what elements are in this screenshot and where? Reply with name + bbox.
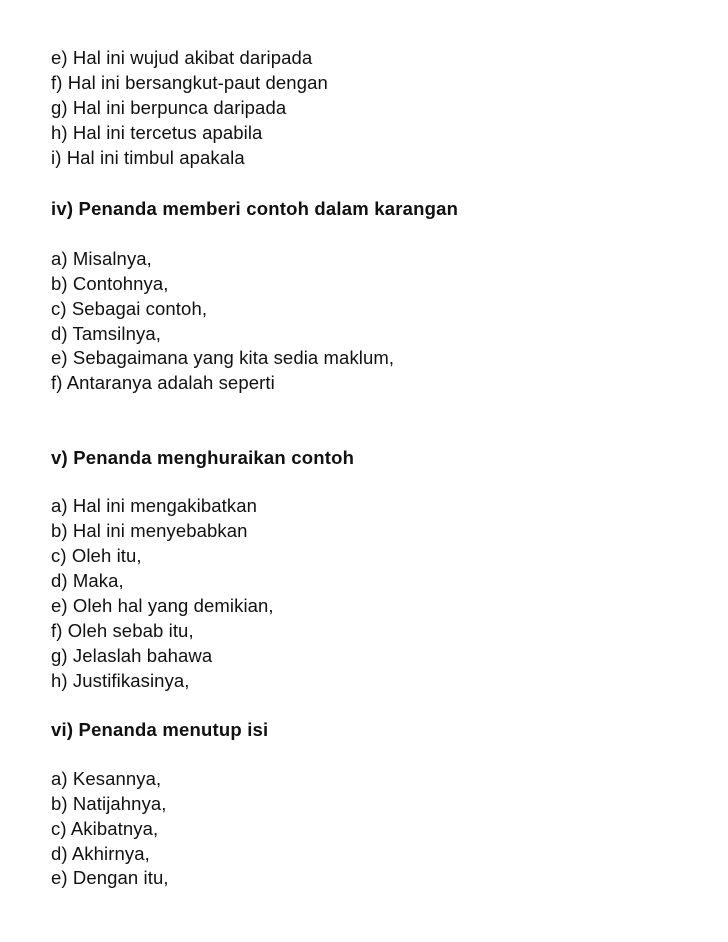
list-item: c) Sebagai contoh, (51, 298, 208, 319)
list-item: c) Akibatnya, (51, 818, 159, 839)
list-item: d) Akhirnya, (51, 843, 150, 864)
section-heading: v) Penanda menghuraikan contoh (51, 447, 355, 468)
list-item: b) Contohnya, (51, 273, 169, 294)
list-item: d) Tamsilnya, (51, 323, 161, 344)
list-item: i) Hal ini timbul apakala (51, 147, 245, 168)
list-item: h) Justifikasinya, (51, 670, 190, 691)
section-heading: iv) Penanda memberi contoh dalam karangan (51, 198, 459, 219)
list-item: f) Hal ini bersangkut-paut dengan (51, 72, 328, 93)
section-heading: vi) Penanda menutup isi (51, 719, 269, 740)
list-item: a) Misalnya, (51, 248, 152, 269)
list-item: e) Oleh hal yang demikian, (51, 595, 274, 616)
list-item: h) Hal ini tercetus apabila (51, 122, 263, 143)
list-item: f) Antaranya adalah seperti (51, 372, 275, 393)
list-item: c) Oleh itu, (51, 545, 142, 566)
list-item: a) Hal ini mengakibatkan (51, 495, 258, 516)
list-item: e) Hal ini wujud akibat daripada (51, 47, 313, 68)
list-item: g) Jelaslah bahawa (51, 645, 213, 666)
list-item: f) Oleh sebab itu, (51, 620, 194, 641)
list-item: b) Hal ini menyebabkan (51, 520, 248, 541)
list-item: e) Dengan itu, (51, 867, 169, 888)
list-item: d) Maka, (51, 570, 124, 591)
list-item: g) Hal ini berpunca daripada (51, 97, 287, 118)
list-item: a) Kesannya, (51, 768, 162, 789)
list-item: b) Natijahnya, (51, 793, 167, 814)
list-item: e) Sebagaimana yang kita sedia maklum, (51, 347, 395, 368)
